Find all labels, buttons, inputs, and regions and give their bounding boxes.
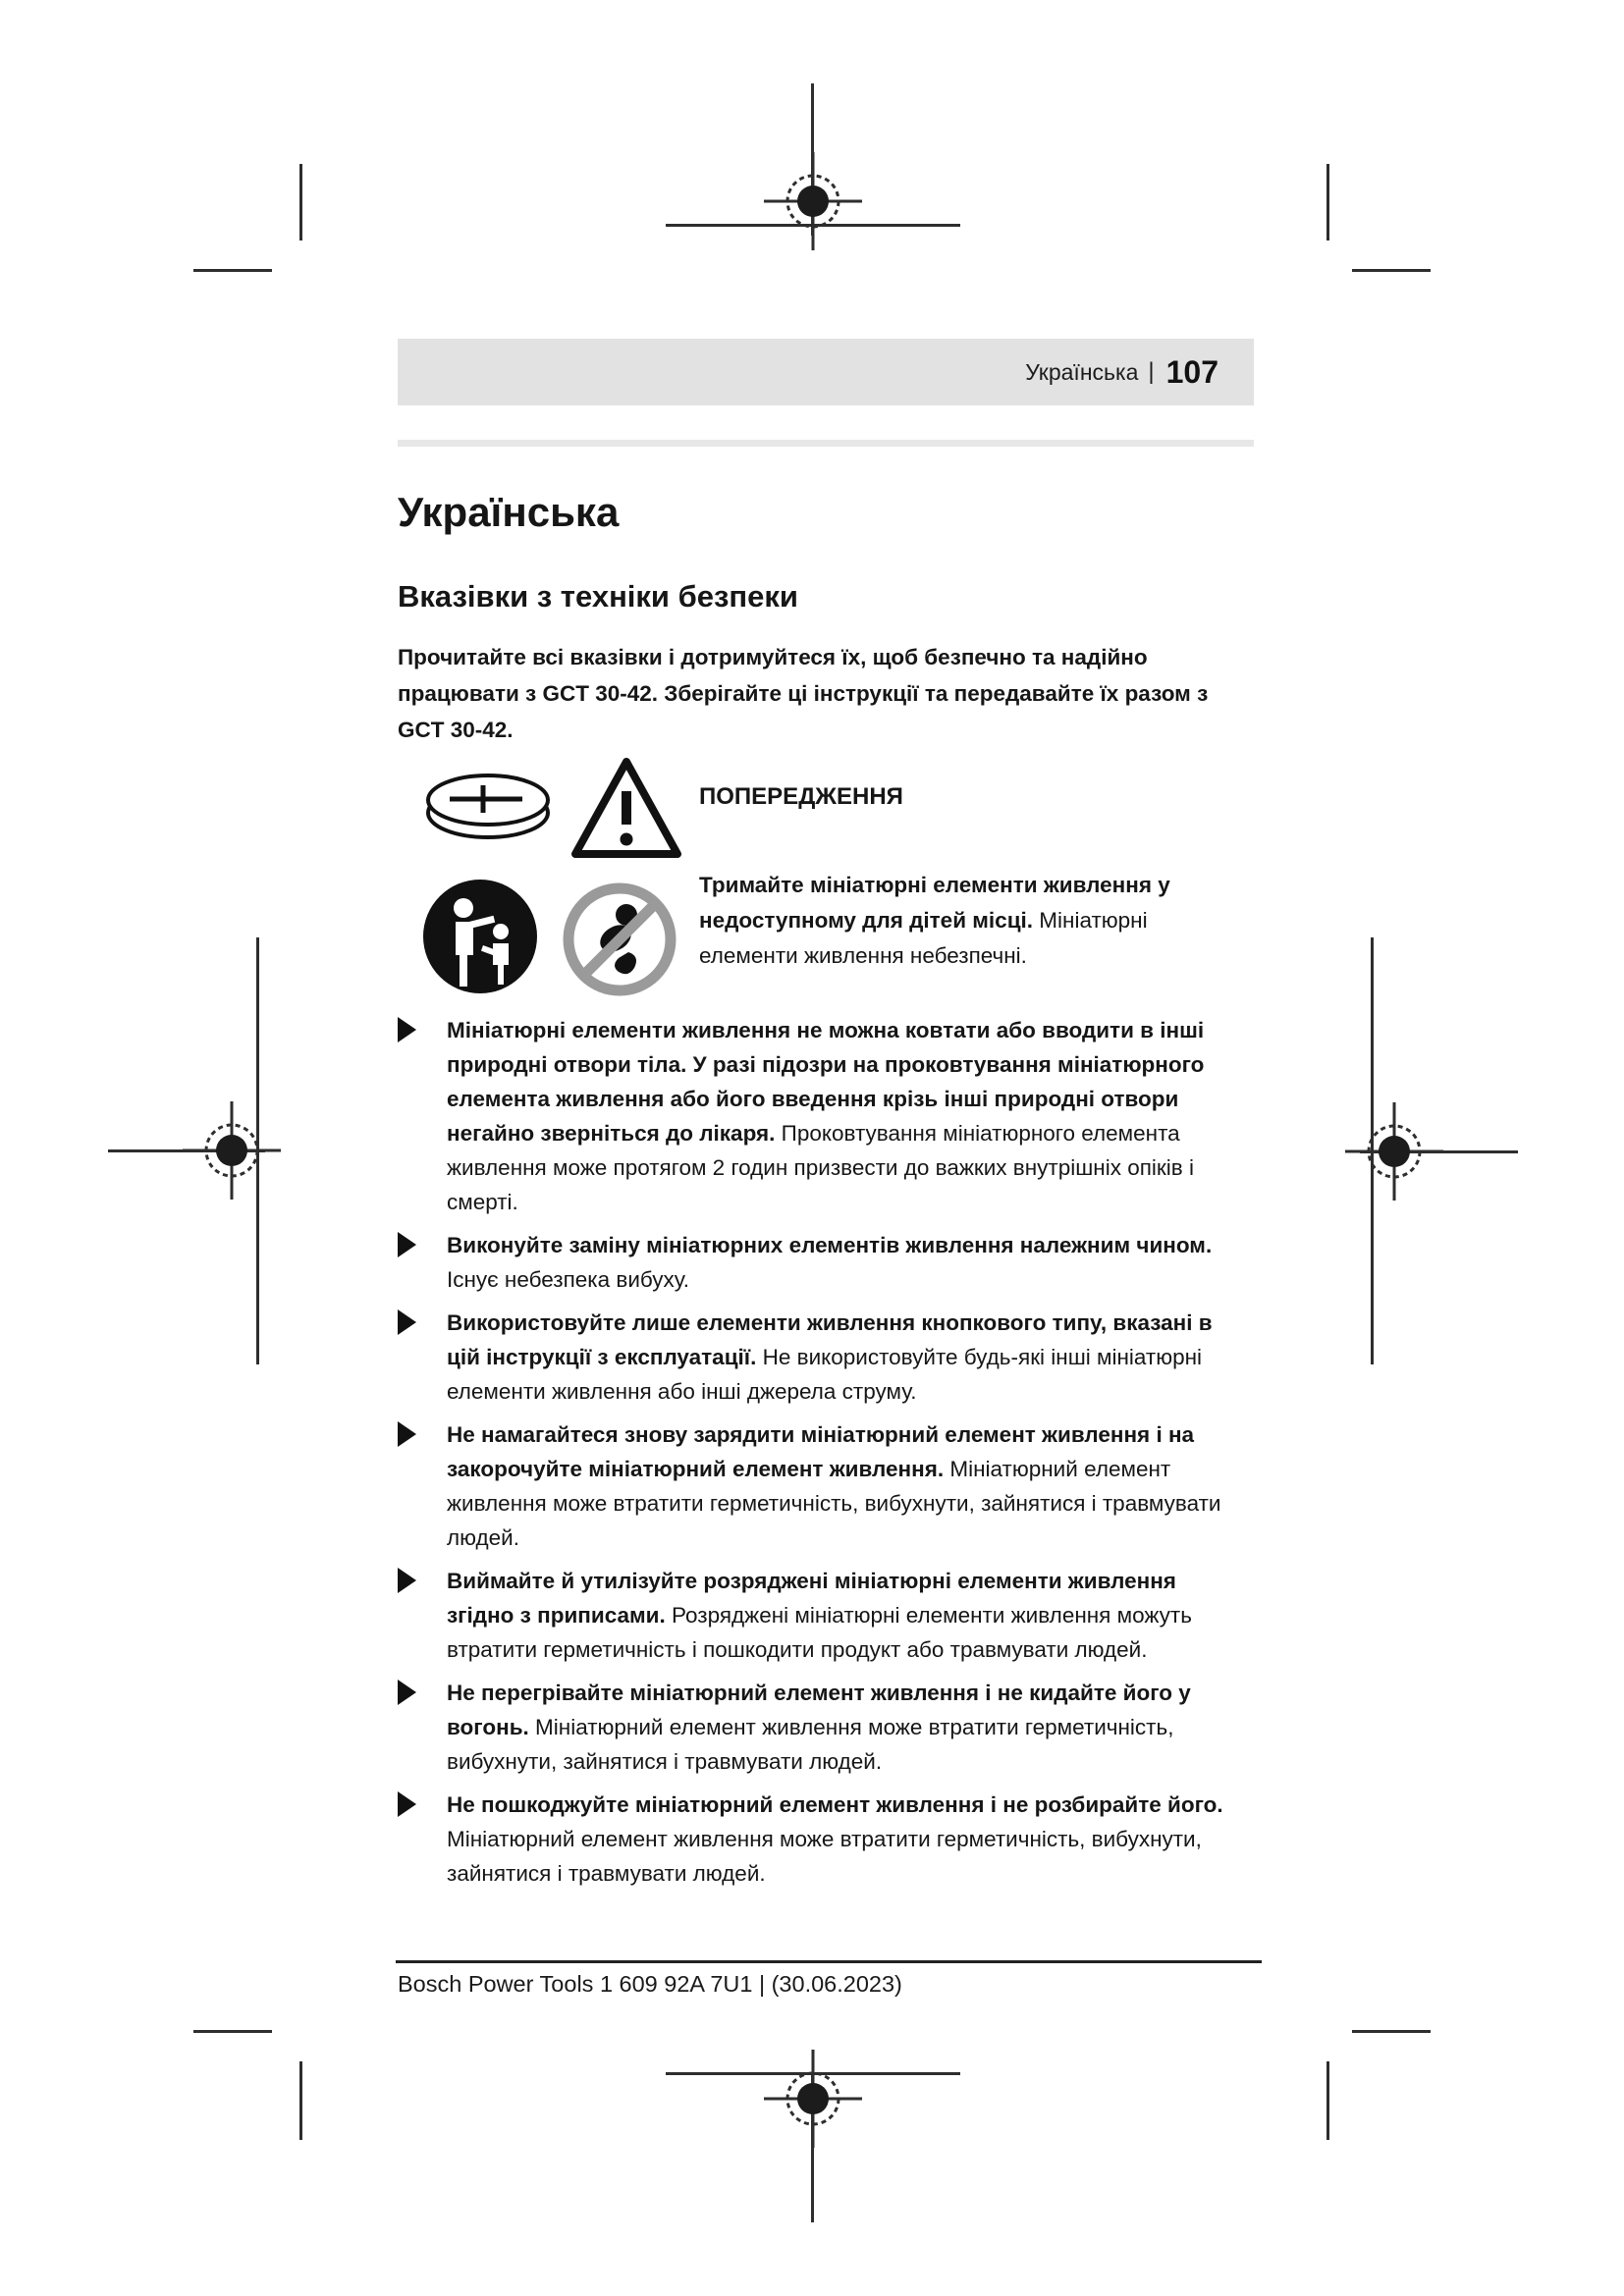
footer-imprint: Bosch Power Tools 1 609 92A 7U1 | (30.06.2023): [398, 1971, 902, 1997]
page-header-bar: [398, 339, 1254, 405]
coin-cell-battery-icon: [420, 769, 556, 847]
registration-mark-icon: [183, 1101, 281, 1200]
warning-message: [699, 868, 1221, 974]
header-divider-rule: [398, 440, 1254, 447]
bullet-arrow-icon: [398, 1232, 416, 1257]
bullet-bold-text: Не пошкоджуйте мініатюрний елемент живлення і не розбирайте його.: [447, 1792, 1223, 1817]
page-title: Українська: [398, 489, 620, 535]
safety-bullet-list: [398, 1013, 1228, 1899]
section-heading: Вказівки з техніки безпеки: [398, 579, 798, 614]
bullet-arrow-icon: [398, 1017, 416, 1042]
crop-mark: [193, 2030, 272, 2033]
bullet-regular-text: Існує небезпека вибуху.: [447, 1267, 690, 1292]
safety-bullet-item: [398, 1676, 1228, 1779]
registration-mark-icon: [1345, 1102, 1443, 1201]
warning-message-bold: Тримайте мініатюрні елементи живлення у недоступному для дітей місці.: [699, 873, 1170, 933]
crop-mark: [1326, 2061, 1329, 2140]
bullet-bold-text: Мініатюрні елементи живлення не можна ковтати або вводити в інші природні отвори тіла. У разі підозри на проковтування мініатюрного елемента живлення або його введення крізь інші природні отвори негайно зверніться до лікаря.: [447, 1018, 1205, 1146]
keep-away-from-children-icon: [420, 877, 540, 996]
safety-bullet-item: [398, 1306, 1228, 1409]
bullet-bold-text: Не намагайтеся знову зарядити мініатюрний елемент живлення і на закорочуйте мініатюрний елемент живлення.: [447, 1422, 1195, 1481]
safety-bullet-item: [398, 1564, 1228, 1667]
crop-mark: [299, 2061, 302, 2140]
warning-message-regular: Мініатюрні елементи живлення небезпечні.: [699, 908, 1148, 968]
bullet-arrow-icon: [398, 1421, 416, 1447]
bullet-arrow-icon: [398, 1791, 416, 1817]
bullet-bold-text: Не перегрівайте мініатюрний елемент живлення і не кидайте його у вогонь.: [447, 1681, 1191, 1739]
no-small-children-icon: [560, 880, 679, 999]
intro-paragraph: Прочитайте всі вказівки і дотримуйтеся їх, щоб безпечно та надійно працювати з GCT 30-42. Зберігайте ці інструкції та передавайте їх разом з GCT 30-42.: [398, 645, 1209, 742]
warning-label: ПОПЕРЕДЖЕННЯ: [699, 783, 903, 810]
bullet-arrow-icon: [398, 1309, 416, 1335]
safety-bullet-item: [398, 1417, 1228, 1555]
bullet-regular-text: Мініатюрний елемент живлення може втратити герметичність, вибухнути, зайнятися і травмувати людей.: [447, 1827, 1202, 1886]
bullet-regular-text: Проковтування мініатюрного елемента живлення може протягом 2 годин призвести до важких внутрішніх опіків і смерті.: [447, 1121, 1194, 1214]
header-separator: |: [1148, 358, 1155, 385]
safety-bullet-item: [398, 1788, 1228, 1891]
bullet-bold-text: Використовуйте лише елементи живлення кнопкового типу, вказані в цій інструкції з експлуатації.: [447, 1310, 1213, 1369]
header-page-number: 107: [1165, 353, 1218, 390]
bullet-arrow-icon: [398, 1568, 416, 1593]
crop-mark: [1352, 2030, 1431, 2033]
crop-mark: [1326, 164, 1329, 240]
registration-mark-icon: [764, 152, 862, 250]
registration-mark-icon: [764, 2050, 862, 2148]
safety-bullet-item: [398, 1013, 1228, 1219]
bullet-regular-text: Розряджені мініатюрні елементи живлення можуть втратити герметичність і пошкодити продукт або травмувати людей.: [447, 1603, 1192, 1662]
bullet-regular-text: Не використовуйте будь-які інші мініатюрні елементи живлення або інші джерела струму.: [447, 1345, 1203, 1404]
footer-rule: [396, 1960, 1262, 1963]
header-language-label: Українська: [1025, 358, 1139, 385]
crop-mark: [299, 164, 302, 240]
crop-mark: [1352, 269, 1431, 272]
bullet-arrow-icon: [398, 1680, 416, 1705]
bullet-bold-text: Виймайте й утилізуйте розряджені мініатюрні елементи живлення згідно з приписами.: [447, 1569, 1176, 1628]
bullet-regular-text: Мініатюрний елемент живлення може втратити герметичність, вибухнути, зайнятися і травмувати людей.: [447, 1715, 1174, 1774]
safety-bullet-item: [398, 1228, 1228, 1297]
bullet-bold-text: Виконуйте заміну мініатюрних елементів живлення належним чином.: [447, 1233, 1213, 1257]
bullet-regular-text: Мініатюрний елемент живлення може втратити герметичність, вибухнути, зайнятися і травмувати людей.: [447, 1457, 1221, 1550]
crop-mark: [193, 269, 272, 272]
warning-triangle-icon: [568, 754, 685, 864]
